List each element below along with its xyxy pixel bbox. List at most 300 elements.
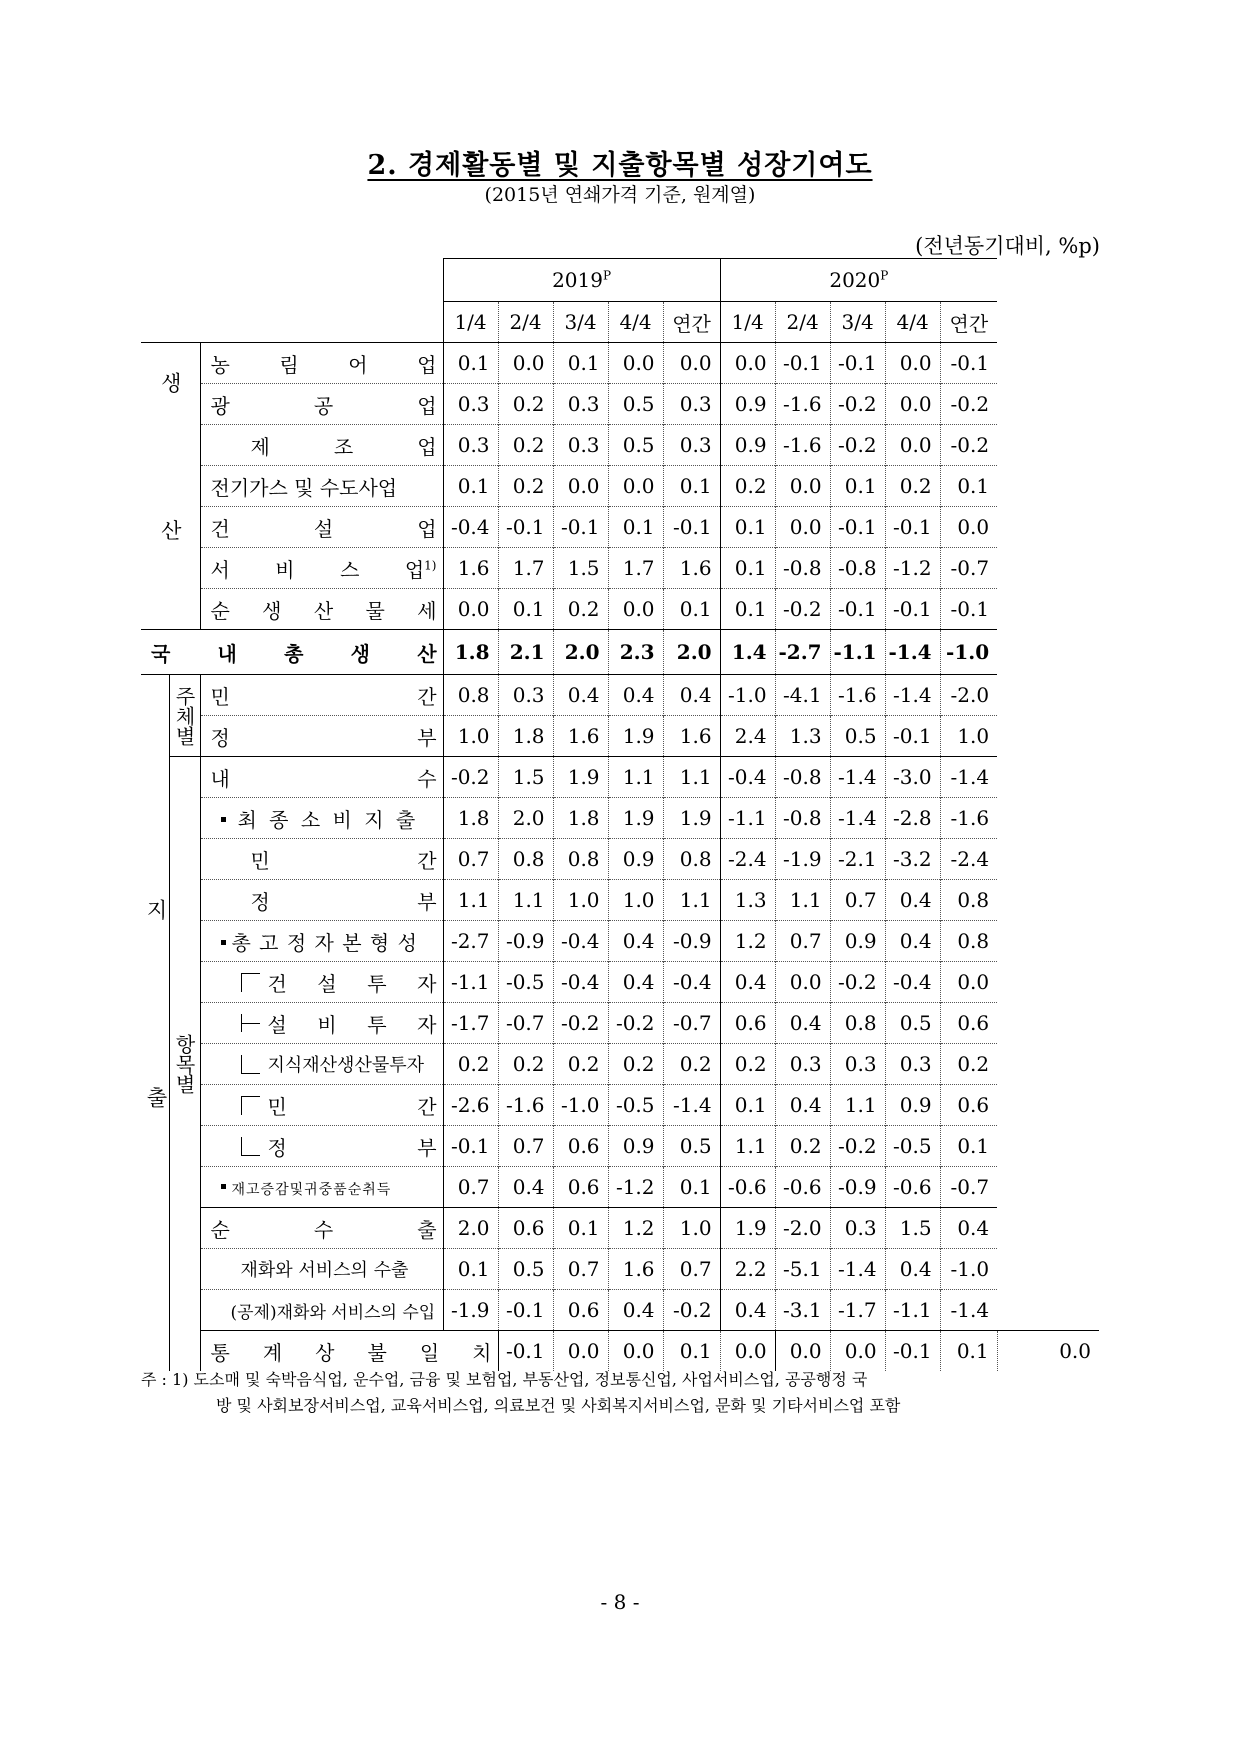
- value-cell: 1.7: [608, 548, 663, 589]
- value-cell: -1.6: [940, 798, 997, 839]
- value-cell: 0.6: [940, 1003, 997, 1044]
- row-label: 재고증감및귀중품순취득: [200, 1167, 443, 1208]
- row-label: 지식재산생산물투자: [200, 1044, 443, 1085]
- value-cell: 0.5: [498, 1249, 553, 1290]
- value-cell: 0.0: [553, 1331, 608, 1372]
- page-number: - 8 -: [600, 1590, 640, 1614]
- value-cell: -0.5: [608, 1085, 663, 1126]
- value-cell: 0.8: [553, 839, 608, 880]
- quarter-label: 2/4: [775, 302, 830, 343]
- value-cell: 0.5: [608, 384, 663, 425]
- value-cell: 0.6: [940, 1085, 997, 1126]
- value-cell: 2.0: [663, 630, 720, 675]
- row-label: 순 생 산 물 세: [200, 589, 443, 630]
- value-cell: -2.7: [443, 921, 498, 962]
- value-cell: -0.4: [553, 921, 608, 962]
- year-2019: $2019^P$: [443, 259, 720, 302]
- value-cell: 1.9: [720, 1208, 775, 1249]
- row-mining: [141, 384, 1099, 425]
- value-cell: -0.1: [885, 1331, 940, 1372]
- value-cell: -0.2: [940, 425, 997, 466]
- value-cell: 0.1: [720, 507, 775, 548]
- row-label: 설 비 투 자: [200, 1003, 443, 1044]
- value-cell: 0.7: [830, 880, 885, 921]
- value-cell: 1.5: [885, 1208, 940, 1249]
- quarter-label: 1/4: [720, 302, 775, 343]
- row-taxes: [141, 589, 1099, 630]
- value-cell: -0.1: [940, 343, 997, 384]
- value-cell: 0.4: [775, 1085, 830, 1126]
- value-cell: -0.1: [885, 507, 940, 548]
- row-label: 서 비 스 업$^{1)}$: [200, 548, 443, 589]
- value-cell: -1.2: [608, 1167, 663, 1208]
- value-cell: 0.1: [940, 1331, 997, 1372]
- year-2020: $2020^P$: [720, 259, 997, 302]
- value-cell: -1.6: [830, 675, 885, 716]
- value-cell: 2.0: [498, 798, 553, 839]
- value-cell: 0.2: [443, 1044, 498, 1085]
- value-cell: -0.5: [885, 1126, 940, 1167]
- value-cell: -1.2: [885, 548, 940, 589]
- value-cell: 0.0: [608, 466, 663, 507]
- value-cell: 0.1: [720, 1085, 775, 1126]
- value-cell: 0.1: [443, 343, 498, 384]
- value-cell: -1.0: [553, 1085, 608, 1126]
- value-cell: 0.4: [720, 1290, 775, 1331]
- row-label: 정 부: [200, 716, 443, 757]
- row-label: 전기가스 및 수도사업: [200, 466, 443, 507]
- value-cell: 0.9: [720, 384, 775, 425]
- row-ip-inv: [141, 1044, 1099, 1085]
- value-cell: 1.2: [720, 921, 775, 962]
- value-cell: -0.2: [940, 384, 997, 425]
- quarter-label: 연간: [663, 302, 720, 343]
- value-cell: 1.1: [720, 1126, 775, 1167]
- value-cell: 0.0: [608, 589, 663, 630]
- value-cell: 0.1: [498, 589, 553, 630]
- value-cell: -0.2: [608, 1003, 663, 1044]
- value-cell: 0.1: [720, 548, 775, 589]
- value-cell: 0.5: [608, 425, 663, 466]
- value-cell: -1.1: [443, 962, 498, 1003]
- value-cell: -2.0: [775, 1208, 830, 1249]
- row-constr-inv: [141, 962, 1099, 1003]
- value-cell: 1.1: [608, 757, 663, 798]
- row-fc-gov: [141, 880, 1099, 921]
- row-private: [141, 675, 1099, 716]
- value-cell: 1.8: [498, 716, 553, 757]
- row-label: 민 간: [200, 839, 443, 880]
- value-cell: 0.1: [553, 1208, 608, 1249]
- value-cell: 0.1: [940, 1126, 997, 1167]
- value-cell: -0.4: [443, 507, 498, 548]
- value-cell: -0.1: [553, 507, 608, 548]
- value-cell: 1.1: [663, 757, 720, 798]
- value-cell: 2.0: [443, 1208, 498, 1249]
- row-label: 총 고 정 자 본 형 성: [200, 921, 443, 962]
- quarter-label: 1/4: [443, 302, 498, 343]
- value-cell: 0.3: [663, 384, 720, 425]
- value-cell: 0.4: [608, 962, 663, 1003]
- value-cell: -0.1: [830, 343, 885, 384]
- value-cell: 1.4: [720, 630, 775, 675]
- value-cell: -1.4: [830, 757, 885, 798]
- value-cell: 1.3: [720, 880, 775, 921]
- value-cell: -1.4: [940, 757, 997, 798]
- value-cell: 0.2: [553, 589, 608, 630]
- value-cell: 0.4: [608, 921, 663, 962]
- value-cell: -0.1: [443, 1126, 498, 1167]
- value-cell: -0.8: [830, 548, 885, 589]
- value-cell: 0.0: [885, 425, 940, 466]
- value-cell: 0.0: [885, 343, 940, 384]
- value-cell: 2.0: [553, 630, 608, 675]
- value-cell: 0.7: [663, 1249, 720, 1290]
- value-cell: 2.1: [498, 630, 553, 675]
- value-cell: -2.1: [830, 839, 885, 880]
- value-cell: 0.2: [720, 1044, 775, 1085]
- value-cell: 0.8: [940, 921, 997, 962]
- value-cell: 0.1: [663, 466, 720, 507]
- value-cell: 0.8: [830, 1003, 885, 1044]
- value-cell: 0.2: [885, 466, 940, 507]
- year-header-row: [141, 259, 1099, 302]
- value-cell: 2.3: [608, 630, 663, 675]
- value-cell: -5.1: [775, 1249, 830, 1290]
- quarter-label: 3/4: [830, 302, 885, 343]
- value-cell: 1.6: [443, 548, 498, 589]
- value-cell: -0.1: [940, 589, 997, 630]
- value-cell: -1.9: [775, 839, 830, 880]
- value-cell: 2.4: [720, 716, 775, 757]
- value-cell: 0.7: [498, 1126, 553, 1167]
- value-cell: 1.0: [553, 880, 608, 921]
- row-label: 내 수: [200, 757, 443, 798]
- value-cell: -0.7: [663, 1003, 720, 1044]
- value-cell: 0.0: [830, 1331, 885, 1372]
- value-cell: 0.2: [498, 1044, 553, 1085]
- value-cell: -1.6: [775, 425, 830, 466]
- value-cell: -0.4: [663, 962, 720, 1003]
- value-cell: 1.8: [443, 798, 498, 839]
- value-cell: -0.9: [830, 1167, 885, 1208]
- value-cell: 1.9: [663, 798, 720, 839]
- value-cell: -1.1: [885, 1290, 940, 1331]
- value-cell: -3.1: [775, 1290, 830, 1331]
- value-cell: 0.6: [553, 1126, 608, 1167]
- value-cell: 0.8: [663, 839, 720, 880]
- value-cell: 1.6: [608, 1249, 663, 1290]
- value-cell: 0.0: [885, 384, 940, 425]
- value-cell: 1.1: [443, 880, 498, 921]
- value-cell: 1.2: [608, 1208, 663, 1249]
- page-title: 2. 경제활동별 및 지출항목별 성장기여도: [367, 150, 873, 181]
- value-cell: -0.8: [775, 757, 830, 798]
- row-gfcf-gov: [141, 1126, 1099, 1167]
- value-cell: 0.1: [830, 466, 885, 507]
- value-cell: 0.6: [720, 1003, 775, 1044]
- value-cell: 0.3: [663, 425, 720, 466]
- value-cell: 0.3: [775, 1044, 830, 1085]
- value-cell: 0.4: [885, 921, 940, 962]
- row-gdp: [141, 630, 1099, 675]
- value-cell: -1.4: [830, 798, 885, 839]
- value-cell: -0.8: [775, 548, 830, 589]
- value-cell: 0.0: [443, 589, 498, 630]
- value-cell: 0.4: [775, 1003, 830, 1044]
- footnote-line-1: 주 : 1) 도소매 및 숙박음식업, 운수업, 금융 및 보험업, 부동산업, 정보통신업, 사업서비스업, 공공행정 국: [141, 1370, 868, 1389]
- value-cell: 0.4: [608, 1290, 663, 1331]
- quarter-label: 4/4: [608, 302, 663, 343]
- value-cell: 0.3: [885, 1044, 940, 1085]
- value-cell: -1.6: [775, 384, 830, 425]
- value-cell: -0.6: [775, 1167, 830, 1208]
- value-cell: -0.2: [830, 425, 885, 466]
- value-cell: -0.2: [775, 589, 830, 630]
- value-cell: -2.6: [443, 1085, 498, 1126]
- value-cell: -2.0: [940, 675, 997, 716]
- value-cell: -1.4: [885, 675, 940, 716]
- value-cell: 0.0: [775, 466, 830, 507]
- value-cell: -0.7: [940, 1167, 997, 1208]
- value-cell: 0.7: [443, 839, 498, 880]
- value-cell: 0.3: [830, 1044, 885, 1085]
- value-cell: 1.8: [553, 798, 608, 839]
- row-fc-private: [141, 839, 1099, 880]
- row-final-cons: [141, 798, 1099, 839]
- value-cell: 0.2: [498, 384, 553, 425]
- value-cell: 1.5: [553, 548, 608, 589]
- value-cell: 0.0: [775, 962, 830, 1003]
- value-cell: 0.0: [720, 343, 775, 384]
- value-cell: 0.0: [940, 507, 997, 548]
- row-label: 국 내 총 생 산: [141, 630, 443, 675]
- row-label: 건 설 업: [200, 507, 443, 548]
- value-cell: 2.2: [720, 1249, 775, 1290]
- value-cell: -0.7: [498, 1003, 553, 1044]
- row-utility: [141, 466, 1099, 507]
- value-cell: 1.1: [830, 1085, 885, 1126]
- group-by-item: 항목별: [169, 757, 200, 1372]
- value-cell: 0.1: [720, 589, 775, 630]
- value-cell: 0.6: [553, 1290, 608, 1331]
- value-cell: 0.6: [553, 1167, 608, 1208]
- value-cell: 0.6: [498, 1208, 553, 1249]
- value-cell: 1.9: [553, 757, 608, 798]
- value-cell: -0.1: [498, 507, 553, 548]
- value-cell: -2.4: [940, 839, 997, 880]
- group-expenditure: 지 출: [141, 675, 169, 1372]
- value-cell: 0.9: [885, 1085, 940, 1126]
- row-gfcf-private: [141, 1085, 1099, 1126]
- row-label: 민 간: [200, 1085, 443, 1126]
- value-cell: 0.0: [997, 1331, 1099, 1372]
- value-cell: 0.4: [498, 1167, 553, 1208]
- value-cell: -0.1: [498, 1331, 553, 1372]
- value-cell: -0.1: [885, 716, 940, 757]
- value-cell: -2.8: [885, 798, 940, 839]
- value-cell: 0.2: [553, 1044, 608, 1085]
- row-label: 순 수 출: [200, 1208, 443, 1249]
- group-by-subject: 주체별: [169, 675, 200, 757]
- value-cell: 0.0: [775, 507, 830, 548]
- value-cell: 0.0: [663, 343, 720, 384]
- value-cell: 0.0: [553, 466, 608, 507]
- value-cell: -1.9: [443, 1290, 498, 1331]
- value-cell: 0.9: [608, 839, 663, 880]
- value-cell: 1.0: [663, 1208, 720, 1249]
- value-cell: -0.6: [720, 1167, 775, 1208]
- row-label: 건 설 투 자: [200, 962, 443, 1003]
- value-cell: -0.1: [830, 589, 885, 630]
- value-cell: -0.1: [830, 507, 885, 548]
- value-cell: 0.5: [885, 1003, 940, 1044]
- row-discrepancy: [141, 1331, 1099, 1372]
- row-net-exports: [141, 1208, 1099, 1249]
- value-cell: 0.0: [608, 343, 663, 384]
- row-label: 민 간: [200, 675, 443, 716]
- value-cell: -1.1: [720, 798, 775, 839]
- value-cell: 0.2: [720, 466, 775, 507]
- value-cell: -0.4: [885, 962, 940, 1003]
- value-cell: -0.1: [775, 343, 830, 384]
- value-cell: 0.1: [663, 1167, 720, 1208]
- row-label: 재화와 서비스의 수출: [200, 1249, 443, 1290]
- value-cell: -0.1: [885, 589, 940, 630]
- value-cell: 0.7: [443, 1167, 498, 1208]
- row-inventory: [141, 1167, 1099, 1208]
- value-cell: 0.4: [663, 675, 720, 716]
- value-cell: -3.2: [885, 839, 940, 880]
- value-cell: 0.5: [830, 716, 885, 757]
- value-cell: 1.1: [498, 880, 553, 921]
- value-cell: 0.3: [443, 384, 498, 425]
- value-cell: 1.6: [663, 548, 720, 589]
- value-cell: 0.7: [553, 1249, 608, 1290]
- value-cell: -0.9: [663, 921, 720, 962]
- value-cell: 1.7: [498, 548, 553, 589]
- row-label: 광 공 업: [200, 384, 443, 425]
- value-cell: -4.1: [775, 675, 830, 716]
- value-cell: -0.2: [830, 384, 885, 425]
- row-label: 통 계 상 불 일 치: [200, 1331, 498, 1372]
- value-cell: 1.0: [940, 716, 997, 757]
- value-cell: 0.9: [830, 921, 885, 962]
- value-cell: 1.9: [608, 716, 663, 757]
- value-cell: -1.7: [443, 1003, 498, 1044]
- row-government: [141, 716, 1099, 757]
- value-cell: -2.4: [720, 839, 775, 880]
- value-cell: 1.0: [443, 716, 498, 757]
- value-cell: 0.4: [885, 880, 940, 921]
- row-domestic: [141, 757, 1099, 798]
- value-cell: -1.4: [885, 630, 940, 675]
- header-blank: [141, 259, 443, 343]
- value-cell: -0.1: [663, 507, 720, 548]
- value-cell: -1.7: [830, 1290, 885, 1331]
- value-cell: 0.2: [940, 1044, 997, 1085]
- row-label: 농 림 어 업: [200, 343, 443, 384]
- group-production: 생 산: [141, 343, 200, 630]
- value-cell: -0.2: [553, 1003, 608, 1044]
- quarter-label: 4/4: [885, 302, 940, 343]
- row-label: 정 부: [200, 880, 443, 921]
- value-cell: -0.2: [443, 757, 498, 798]
- value-cell: 1.5: [498, 757, 553, 798]
- value-cell: -0.9: [498, 921, 553, 962]
- quarter-label: 연간: [940, 302, 997, 343]
- value-cell: 0.0: [720, 1331, 775, 1372]
- value-cell: 0.4: [885, 1249, 940, 1290]
- row-agri: [141, 343, 1099, 384]
- value-cell: -0.6: [885, 1167, 940, 1208]
- value-cell: -3.0: [885, 757, 940, 798]
- page-subtitle: (2015년 연쇄가격 기준, 원계열): [484, 184, 756, 206]
- value-cell: -1.4: [940, 1290, 997, 1331]
- value-cell: -1.0: [940, 1249, 997, 1290]
- value-cell: 0.1: [663, 589, 720, 630]
- value-cell: 0.4: [940, 1208, 997, 1249]
- value-cell: 0.4: [553, 675, 608, 716]
- value-cell: 0.3: [830, 1208, 885, 1249]
- value-cell: 0.4: [720, 962, 775, 1003]
- value-cell: -0.2: [830, 962, 885, 1003]
- row-label: 제 조 업: [200, 425, 443, 466]
- value-cell: 1.0: [608, 880, 663, 921]
- value-cell: 0.1: [608, 507, 663, 548]
- value-cell: -1.6: [498, 1085, 553, 1126]
- value-cell: 0.2: [775, 1126, 830, 1167]
- value-cell: 0.8: [940, 880, 997, 921]
- row-exports: [141, 1249, 1099, 1290]
- quarter-label: 3/4: [553, 302, 608, 343]
- value-cell: 0.0: [608, 1331, 663, 1372]
- row-service: [141, 548, 1099, 589]
- value-cell: 0.0: [498, 343, 553, 384]
- value-cell: 0.4: [608, 675, 663, 716]
- value-cell: 0.2: [608, 1044, 663, 1085]
- row-label: (공제)재화와 서비스의 수입: [200, 1290, 443, 1331]
- value-cell: 0.9: [720, 425, 775, 466]
- value-cell: 0.1: [443, 1249, 498, 1290]
- value-cell: 0.8: [443, 675, 498, 716]
- value-cell: 0.0: [775, 1331, 830, 1372]
- quarter-label: 2/4: [498, 302, 553, 343]
- growth-contribution-table: [141, 258, 1099, 1371]
- value-cell: 0.5: [663, 1126, 720, 1167]
- value-cell: -0.2: [663, 1290, 720, 1331]
- value-cell: -0.4: [553, 962, 608, 1003]
- value-cell: 0.3: [553, 425, 608, 466]
- row-equip-inv: [141, 1003, 1099, 1044]
- value-cell: 0.9: [608, 1126, 663, 1167]
- value-cell: -2.7: [775, 630, 830, 675]
- value-cell: -0.8: [775, 798, 830, 839]
- value-cell: 1.6: [553, 716, 608, 757]
- value-cell: -0.5: [498, 962, 553, 1003]
- value-cell: 1.3: [775, 716, 830, 757]
- value-cell: 0.3: [553, 384, 608, 425]
- value-cell: 0.1: [663, 1331, 720, 1372]
- value-cell: -0.4: [720, 757, 775, 798]
- value-cell: 0.1: [940, 466, 997, 507]
- value-cell: -0.1: [498, 1290, 553, 1331]
- row-constr: [141, 507, 1099, 548]
- value-cell: 1.9: [608, 798, 663, 839]
- value-cell: -1.0: [940, 630, 997, 675]
- value-cell: 0.7: [775, 921, 830, 962]
- value-cell: 0.1: [553, 343, 608, 384]
